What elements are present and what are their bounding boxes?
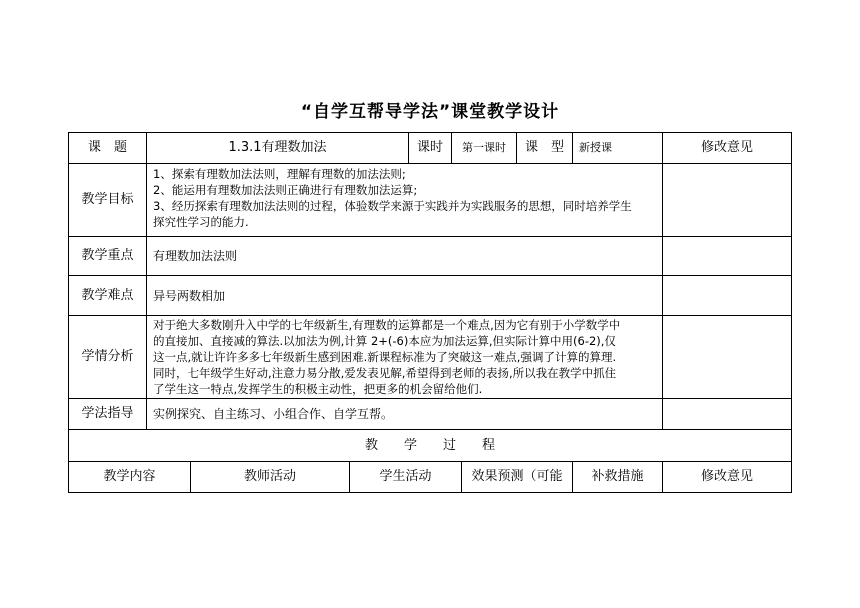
goal-line: 3、经历探索有理数加法法则的过程，体验数学来源于实践并为实践服务的思想，同时培养学生	[153, 199, 632, 213]
process-title: 教 学 过 程	[364, 437, 495, 453]
revise-label: 修改意见	[700, 140, 753, 155]
process-header-effect: 效果预测（可能	[471, 469, 563, 484]
process-header-revise: 修改意见	[700, 469, 753, 484]
type-label: 课 型	[524, 140, 564, 155]
goals-label: 教学目标	[81, 192, 134, 207]
difficult-value: 异号两数相加	[153, 288, 226, 303]
document-title: “自学互帮导学法”课堂教学设计	[300, 102, 560, 122]
hours-label: 课时	[416, 140, 443, 155]
hours-value: 第一课时	[462, 141, 506, 154]
goal-line: 探究性学习的能力.	[153, 215, 249, 229]
analysis-line: 这一点,就让许许多多七年级新生感到困难.新课程标准为了突破这一难点,强调了计算的算理.	[153, 350, 617, 364]
analysis-line: 同时，七年级学生好动,注意力易分散,爱发表见解,希望得到老师的表扬,所以我在教学中抓住	[153, 366, 617, 380]
analysis-content	[147, 316, 662, 398]
type-value: 新授课	[579, 141, 612, 154]
goal-line: 1、探索有理数加法法则，理解有理数的加法法则;	[153, 167, 406, 181]
process-header-remedy: 补救措施	[591, 469, 644, 484]
difficult-label: 教学难点	[81, 287, 134, 303]
process-header-teacher: 教师活动	[243, 469, 296, 484]
topic-value: 1.3.1有理数加法	[228, 140, 327, 155]
analysis-label: 学情分析	[81, 349, 134, 364]
topic-label: 课 题	[87, 140, 127, 155]
analysis-line: 的直接加、直接减的算法.以加法为例,计算 2+(-6)本应为加法运算,但实际计算中用(6-2),仅	[153, 334, 616, 348]
method-value: 实例探究、自主练习、小组合作、自学互帮。	[153, 407, 394, 421]
method-label: 学法指导	[81, 406, 134, 421]
goals-content	[147, 164, 662, 236]
key-label: 教学重点	[81, 248, 134, 263]
analysis-line: 了学生这一特点,发挥学生的积极主动性，把更多的机会留给他们.	[153, 382, 483, 396]
key-value: 有理数加法法则	[153, 249, 238, 263]
analysis-line: 对于绝大多数刚升入中学的七年级新生,有理数的运算都是一个难点,因为它有别于小学数学中	[153, 318, 621, 332]
goal-line: 2、能运用有理数加法法则正确进行有理数加法运算;	[153, 183, 418, 197]
process-header-content: 教学内容	[103, 469, 156, 484]
process-header-student: 学生活动	[379, 469, 432, 484]
